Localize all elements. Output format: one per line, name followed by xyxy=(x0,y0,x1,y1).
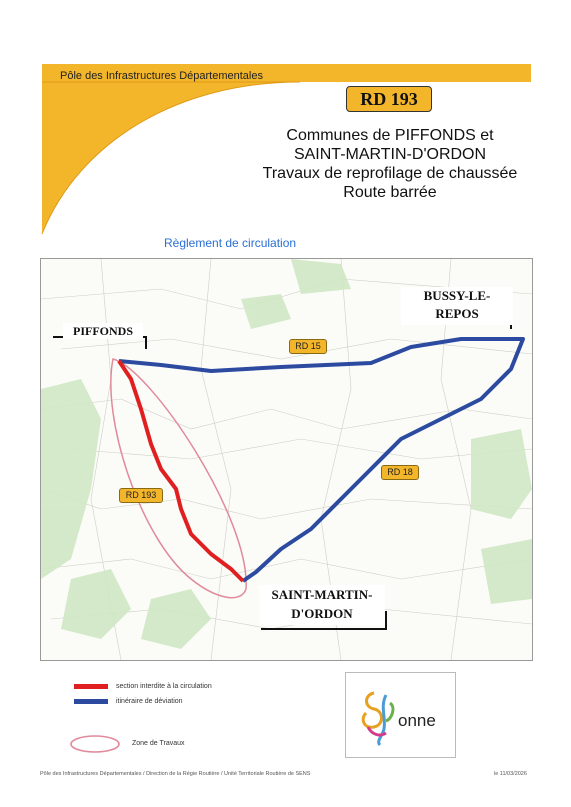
footer-date: le 11/03/2026 xyxy=(494,771,527,777)
legend-swatch-detour xyxy=(74,699,108,704)
town-bussy-le-repos xyxy=(401,287,513,325)
town-saint-martin-line-1: SAINT-MARTIN- xyxy=(271,587,373,602)
town-piffonds: PIFFONDS xyxy=(63,323,143,339)
legend-detour-label: itinéraire de déviation xyxy=(116,698,183,705)
road-badge: RD 193 xyxy=(346,86,432,112)
legend-works-zone-label: Zone de Travaux xyxy=(132,740,185,747)
road-tag-rd193: RD 193 xyxy=(119,488,163,503)
org-title: Pôle des Infrastructures Départementales xyxy=(60,70,263,82)
yonne-logo-name: onne xyxy=(398,711,436,730)
town-saint-martin-line-2: D'ORDON xyxy=(291,606,353,621)
section-title: Règlement de circulation xyxy=(164,236,297,250)
header-band xyxy=(0,0,571,240)
road-tag-rd15: RD 15 xyxy=(289,339,327,354)
road-tag-rd18: RD 18 xyxy=(381,465,419,480)
legend-works-zone-symbol xyxy=(68,733,122,755)
works-zone-outline xyxy=(111,359,246,598)
footer-left: Pôle des Infrastructures Départementales / Direction de la Régie Routière / Unité Territoriale Routière de SENS xyxy=(40,771,311,777)
title-line-2: SAINT-MARTIN-D'ORDON xyxy=(293,146,487,163)
yonne-logo xyxy=(345,672,456,758)
town-bussy-line-1: BUSSY-LE- xyxy=(423,288,491,303)
title-line-1: Communes de PIFFONDS et xyxy=(286,127,494,144)
legend-closed-label: section interdite à la circulation xyxy=(116,683,212,690)
map[interactable] xyxy=(40,258,533,661)
town-saint-martin-d-ordon xyxy=(259,585,385,625)
town-bussy-line-2: REPOS xyxy=(435,306,479,321)
detour-route xyxy=(119,339,523,581)
legend-swatch-closed xyxy=(74,684,108,689)
title-block xyxy=(240,126,540,202)
title-line-4: Route barrée xyxy=(343,184,437,201)
title-line-3: Travaux de reprofilage de chaussée xyxy=(262,165,518,182)
